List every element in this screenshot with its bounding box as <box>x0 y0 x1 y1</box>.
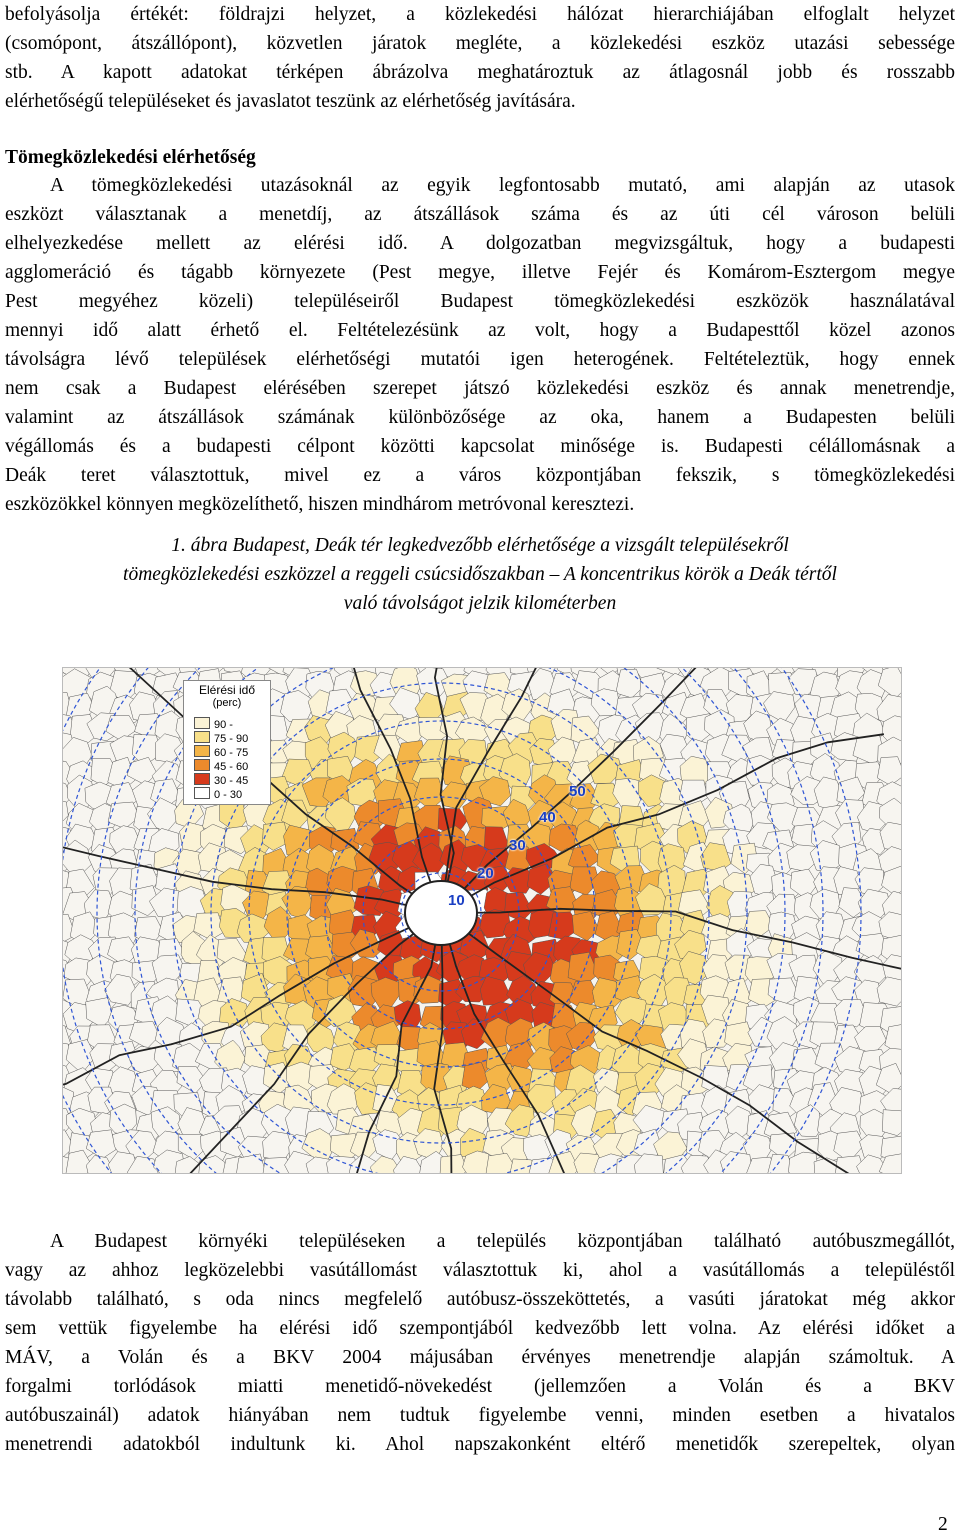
ring-label: 10 <box>448 892 465 909</box>
text-line: vagy az ahhoz legközelebbi vasútállomást választottuk ki, ahol a vasútállomás a településtől <box>5 1260 955 1281</box>
legend-swatch <box>194 717 210 729</box>
legend-item <box>194 731 248 745</box>
municipality-cell <box>371 977 402 1007</box>
text-line: autóbuszainál) adatok hiányában nem tudtuk figyelembe venni, minden esetben a hivatalos <box>5 1405 955 1426</box>
text-line: stb. A kapott adatokat térképen ábrázolva meghatároztuk az átlagosnál jobb és rosszabb <box>5 62 955 83</box>
legend-swatch <box>194 773 210 785</box>
accessibility-map <box>62 667 902 1174</box>
text-line: távolságra lévő települések elérhetőségi mutatói igen heterogének. Feltételeztük, hogy ennek <box>5 349 955 370</box>
municipality-cell <box>882 1110 901 1136</box>
legend-label: 75 - 90 <box>214 733 249 745</box>
legend-label: 0 - 30 <box>214 789 243 801</box>
text-line: agglomeráció és tágabb környezete (Pest megye, illetve Fejér és Komárom-Esztergom megye <box>5 262 955 283</box>
ring-label: 40 <box>539 809 556 826</box>
municipality-cell <box>263 1131 292 1161</box>
legend-item <box>194 717 233 731</box>
text-line: valamint az átszállások számának különbözősége az oka, hanem a Budapesten belüli <box>5 407 955 428</box>
text-line: Pest megyéhez közeli) településeiről Budapest tömegközlekedési eszközök használatával <box>5 291 955 312</box>
page-number: 2 <box>938 1514 948 1535</box>
legend-swatch <box>194 731 210 743</box>
text-line: Deák teret választottuk, mivel ez a város központjában fekszik, s tömegközlekedési <box>5 465 955 486</box>
text-line: mennyi idő alatt érhető el. Feltételezésünk az volt, hogy a Budapesttől közel azonos <box>5 320 955 341</box>
legend-item <box>194 773 248 787</box>
legend-unit: (perc) <box>212 697 242 709</box>
legend-item <box>194 759 248 773</box>
ring-label: 20 <box>477 865 494 882</box>
legend-label: 90 - <box>214 719 233 731</box>
legend-label: 30 - 45 <box>214 775 249 787</box>
municipality-cell <box>877 757 901 786</box>
text-line: sem vettük figyelembe ha elérési idő szempontjából kedvezőbb lett volna. Az elérési időket a <box>5 1318 955 1339</box>
text-line: (csomópont, átszállópont), közvetlen járatok megléte, a közlekedési eszköz utazási sebessége <box>5 33 955 54</box>
legend-swatch <box>194 745 210 757</box>
text-line: MÁV, a Volán és a BKV 2004 májusában érvényes menetrendje alapján számoltuk. A <box>5 1347 955 1368</box>
legend-swatch <box>194 759 210 771</box>
text-line: eszközt választanak a menetdíj, az átszállások száma és az úti cél városon belüli <box>5 204 955 225</box>
text-line: A Budapest környéki településeken a település központjában található autóbuszmegállót, <box>50 1231 955 1252</box>
text-line: távolabb található, s oda nincs megfelelő autóbusz-összeköttetés, a vasúti járatokat még akkor <box>5 1289 955 1310</box>
text-line: A tömegközlekedési utazásoknál az egyik legfontosabb mutató, ami alapján az utasok <box>50 175 955 196</box>
municipality-cell <box>480 976 511 1005</box>
budapest-center <box>405 881 477 945</box>
legend-swatch <box>194 787 210 799</box>
ring-label: 30 <box>509 837 526 854</box>
text-line: nem csak a Budapest elérésében szerepet játszó közlekedési eszköz és annak menetrendje, <box>5 378 955 399</box>
legend-label: 60 - 75 <box>214 747 249 759</box>
legend-label: 45 - 60 <box>214 761 249 773</box>
text-line: befolyásolja értékét: földrajzi helyzet, a közlekedési hálózat hierarchiájában elfoglalt helyzet <box>5 4 955 25</box>
text-line: elhelyezkedése mellett az elérési idő. A dolgozatban megvizsgáltuk, hogy a budapesti <box>5 233 955 254</box>
text-line: végállomás és a budapesti célpont közötti kapcsolat minősége is. Budapesti célállomásnak a <box>5 436 955 457</box>
legend-title: Elérési idő <box>198 683 256 697</box>
map-legend <box>183 680 271 805</box>
section-heading: Tömegközlekedési elérhetőség <box>5 147 256 168</box>
text-line: menetrendi adatokból indultunk ki. Ahol napszakonként eltérő menetidők szerepeltek, olyan <box>5 1434 955 1455</box>
text-line: forgalmi torlódások miatti menetidő-növekedést (jellemzően a Volán és a BKV <box>5 1376 955 1397</box>
legend-item <box>194 745 248 759</box>
caption-line: 1. ábra Budapest, Deák tér legkedvezőbb elérhetősége a vizsgált településekről <box>171 535 789 556</box>
legend-item <box>194 787 242 801</box>
budapest-area <box>405 881 477 945</box>
ring-label: 50 <box>569 783 586 800</box>
text-line: eszközökkel könnyen megközelíthető, hiszen mindhárom metróvonal keresztezi. <box>5 494 635 515</box>
text-line: elérhetőségű településeket és javaslatot teszünk az elérhetőség javítására. <box>5 91 576 112</box>
caption-line: tömegközlekedési eszközzel a reggeli csúcsidőszakban – A koncentrikus körök a Deák tértől <box>123 564 837 585</box>
caption-line: való távolságot jelzik kilométerben <box>343 593 617 614</box>
